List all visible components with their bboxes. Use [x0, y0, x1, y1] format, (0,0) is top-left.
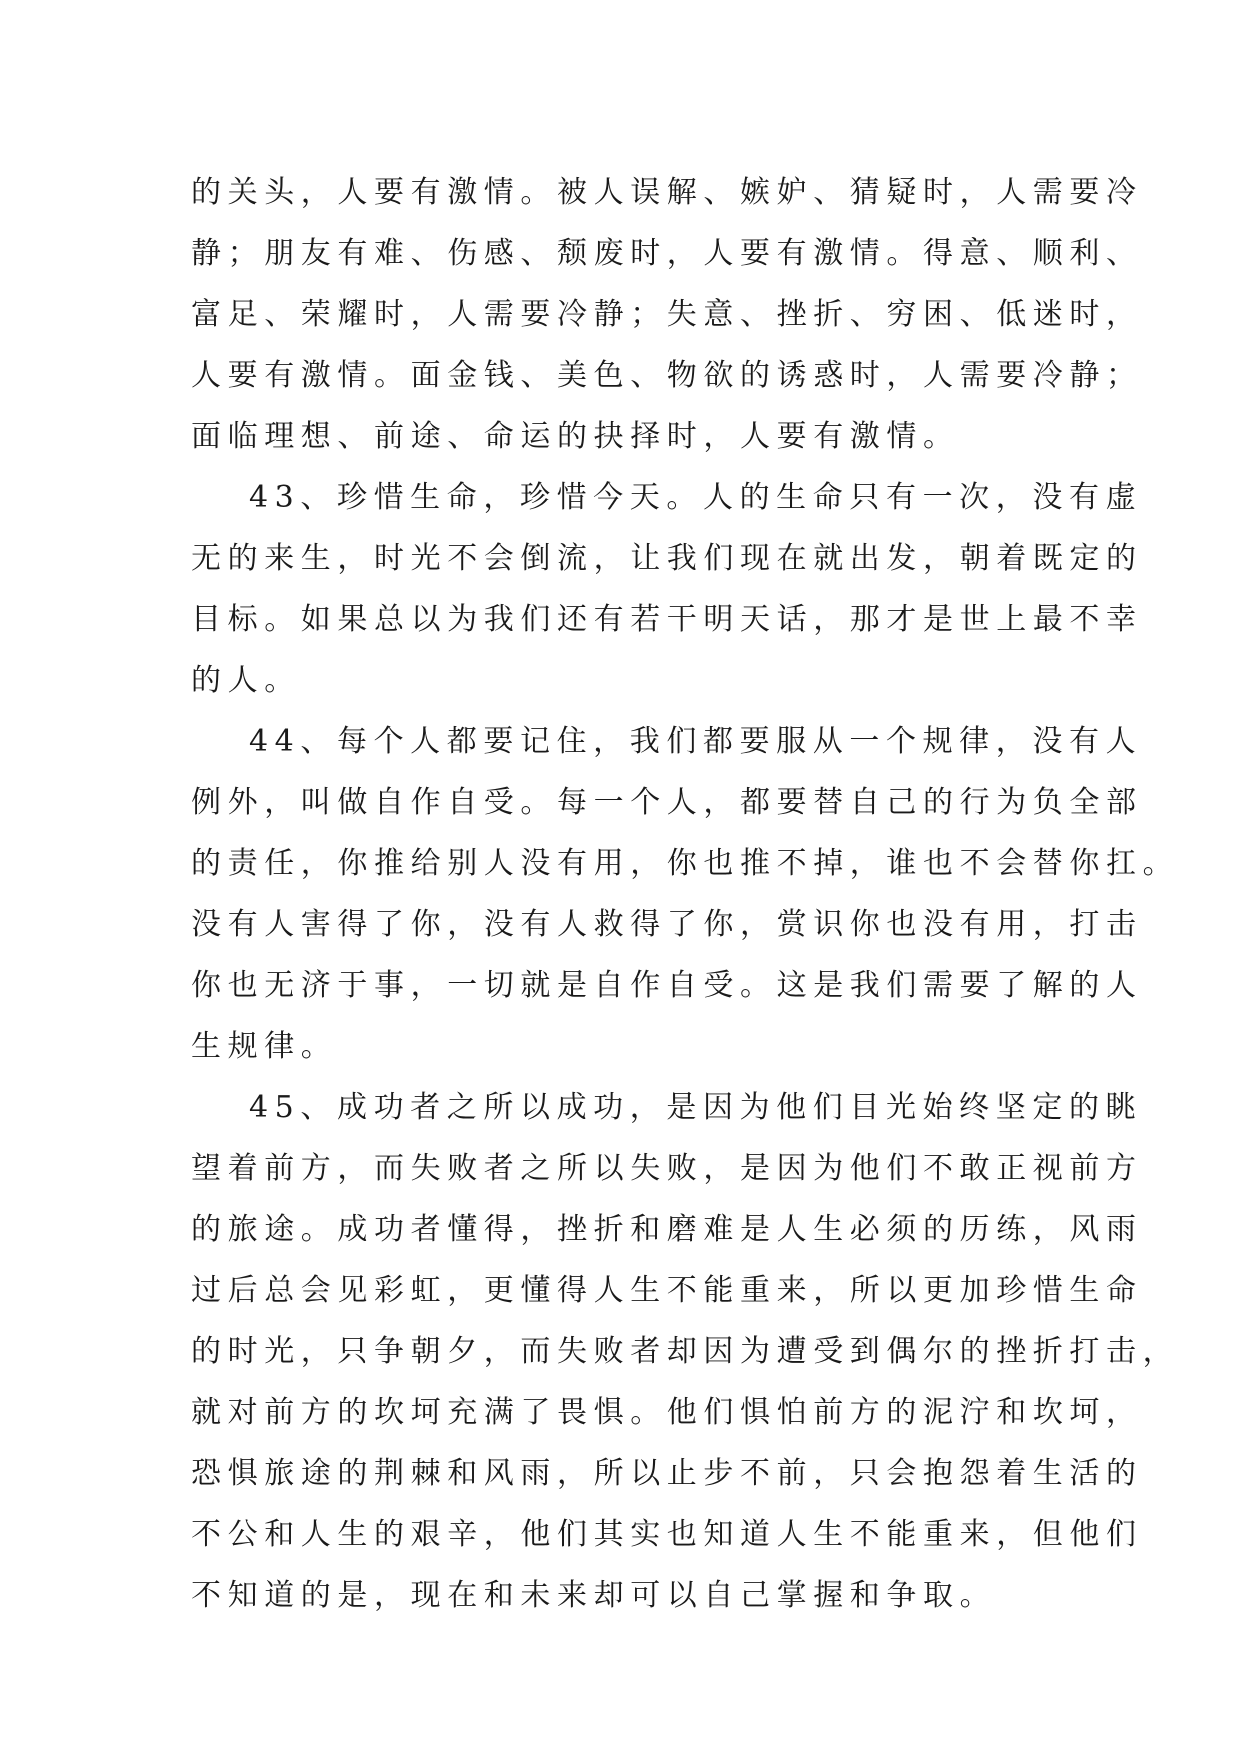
text-line: 静；朋友有难、伤感、颓废时，人要有激情。得意、顺利、 — [191, 236, 1143, 271]
text-line: 恐惧旅途的荆棘和风雨，所以止步不前，只会抱怨着生活的 — [191, 1456, 1143, 1491]
text-line: 生规律。 — [191, 1029, 338, 1064]
paragraph-item-45 — [191, 1077, 1180, 1626]
text-line-first: 43、珍惜生命，珍惜今天。人的生命只有一次，没有虚 — [249, 480, 1143, 515]
text-line: 的关头，人要有激情。被人误解、嫉妒、猜疑时，人需要冷 — [191, 175, 1143, 210]
text-line: 望着前方，而失败者之所以失败，是因为他们不敢正视前方 — [191, 1151, 1143, 1186]
text-line: 目标。如果总以为我们还有若干明天话，那才是世上最不幸 — [191, 602, 1143, 637]
paragraph-item-44 — [191, 711, 1180, 1077]
text-line: 的人。 — [191, 663, 301, 698]
text-line: 无的来生，时光不会倒流，让我们现在就出发，朝着既定的 — [191, 541, 1143, 576]
text-line: 例外，叫做自作自受。每一个人，都要替自己的行为负全部 — [191, 785, 1143, 820]
text-line: 人要有激情。面金钱、美色、物欲的诱惑时，人需要冷静； — [191, 358, 1143, 393]
text-line: 不知道的是，现在和未来却可以自己掌握和争取。 — [191, 1578, 997, 1613]
text-line-first: 45、成功者之所以成功，是因为他们目光始终坚定的眺 — [249, 1090, 1143, 1125]
text-line: 的责任，你推给别人没有用，你也推不掉，谁也不会替你扛。 — [191, 846, 1180, 881]
text-line: 你也无济于事，一切就是自作自受。这是我们需要了解的人 — [191, 968, 1143, 1003]
text-line: 就对前方的坎坷充满了畏惧。他们惧怕前方的泥泞和坎坷， — [191, 1395, 1143, 1430]
text-line: 富足、荣耀时，人需要冷静；失意、挫折、穷困、低迷时， — [191, 297, 1143, 332]
text-line: 的旅途。成功者懂得，挫折和磨难是人生必须的历练，风雨 — [191, 1212, 1143, 1247]
text-line-first: 44、每个人都要记住，我们都要服从一个规律，没有人 — [249, 724, 1143, 759]
document-body — [191, 162, 1180, 1626]
text-line: 没有人害得了你，没有人救得了你，赏识你也没有用，打击 — [191, 907, 1143, 942]
text-line: 面临理想、前途、命运的抉择时，人要有激情。 — [191, 419, 960, 454]
text-line: 不公和人生的艰辛，他们其实也知道人生不能重来，但他们 — [191, 1517, 1143, 1552]
text-line: 的时光，只争朝夕，而失败者却因为遭受到偶尔的挫折打击， — [191, 1334, 1180, 1369]
paragraph-continuation — [191, 162, 1143, 467]
text-line: 过后总会见彩虹，更懂得人生不能重来，所以更加珍惜生命 — [191, 1273, 1143, 1308]
paragraph-item-43 — [191, 467, 1143, 711]
